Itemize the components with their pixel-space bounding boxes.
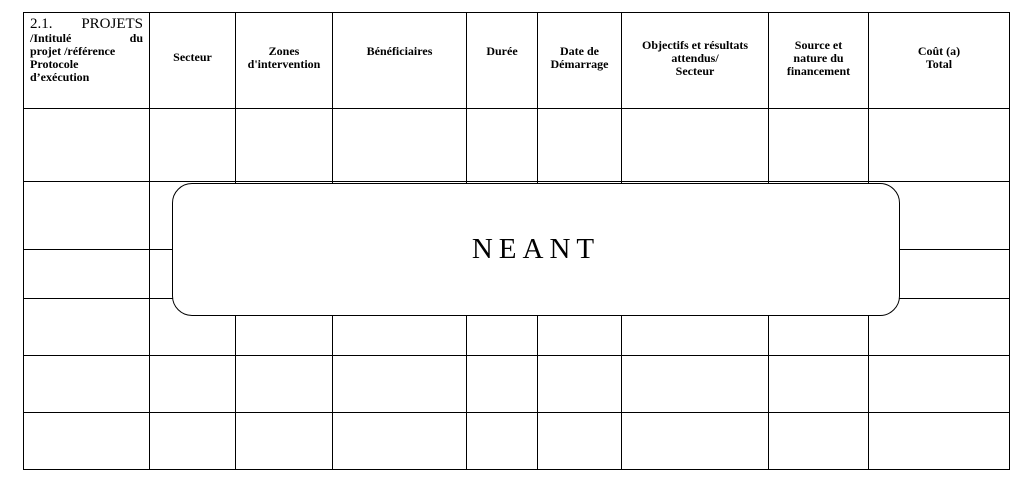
table-cell [236,356,333,413]
header-objectifs-line2: attendus/ [671,51,719,65]
header-date-demarrage [538,13,622,109]
header-secteur [150,13,236,109]
table-cell [24,109,150,182]
neant-box [172,183,900,316]
header-projets-number: 2.1. PROJETS [30,16,143,32]
header-date-line2: Démarrage [550,57,609,71]
header-zones-line1: Zones [268,44,300,58]
header-source-financement [769,13,869,109]
table-cell [622,413,769,470]
table-cell [538,356,622,413]
table-cell [24,182,150,250]
table-cell [24,356,150,413]
table-cell [769,413,869,470]
table-cell [467,413,538,470]
table-cell [467,109,538,182]
table-cell [769,356,869,413]
table-cell [869,413,1010,470]
table-row [24,413,1010,470]
table-cell [24,299,150,356]
header-projets [24,13,150,109]
header-projets-reference: projet /référence [30,44,116,58]
header-projets-intitule: /Intitulé [30,31,72,45]
header-date-line1: Date de [560,44,599,58]
header-duree [467,13,538,109]
header-cout-line1: Coût (a) [917,44,961,58]
table-cell [236,413,333,470]
header-cout-total [869,13,1010,109]
table-row [24,356,1010,413]
table-cell [538,413,622,470]
table-cell [150,109,236,182]
header-duree-label: Durée [486,44,518,58]
header-zones-line2: d'intervention [247,57,321,71]
header-objectifs [622,13,769,109]
table-cell [24,250,150,299]
neant-label: NEANT [471,233,601,265]
header-objectifs-line1: Objectifs et résultats [642,38,748,52]
header-cout-line2: Total [925,57,953,71]
header-zones [236,13,333,109]
table-cell [333,413,467,470]
table-cell [236,109,333,182]
table-row [24,109,1010,182]
table-cell [622,356,769,413]
header-source-line3: financement [786,64,851,78]
header-secteur-label: Secteur [173,50,212,64]
table-cell [467,356,538,413]
table-cell [333,356,467,413]
header-source-line1: Source et [794,38,843,52]
table-cell [622,109,769,182]
header-projets-protocole: Protocole [30,57,79,71]
table-cell [869,356,1010,413]
header-source-line2: nature du [793,51,844,65]
table-cell [869,109,1010,182]
table-cell [24,413,150,470]
table-cell [538,109,622,182]
table-cell [150,413,236,470]
table-cell [333,109,467,182]
table-cell [150,356,236,413]
header-projets-du: du [129,31,143,45]
header-beneficiaires [333,13,467,109]
header-objectifs-line3: Secteur [675,64,715,78]
table-header-row [24,13,1010,109]
header-projets-execution: d’exécution [30,70,90,84]
table-cell [769,109,869,182]
header-beneficiaires-label: Bénéficiaires [366,44,433,58]
